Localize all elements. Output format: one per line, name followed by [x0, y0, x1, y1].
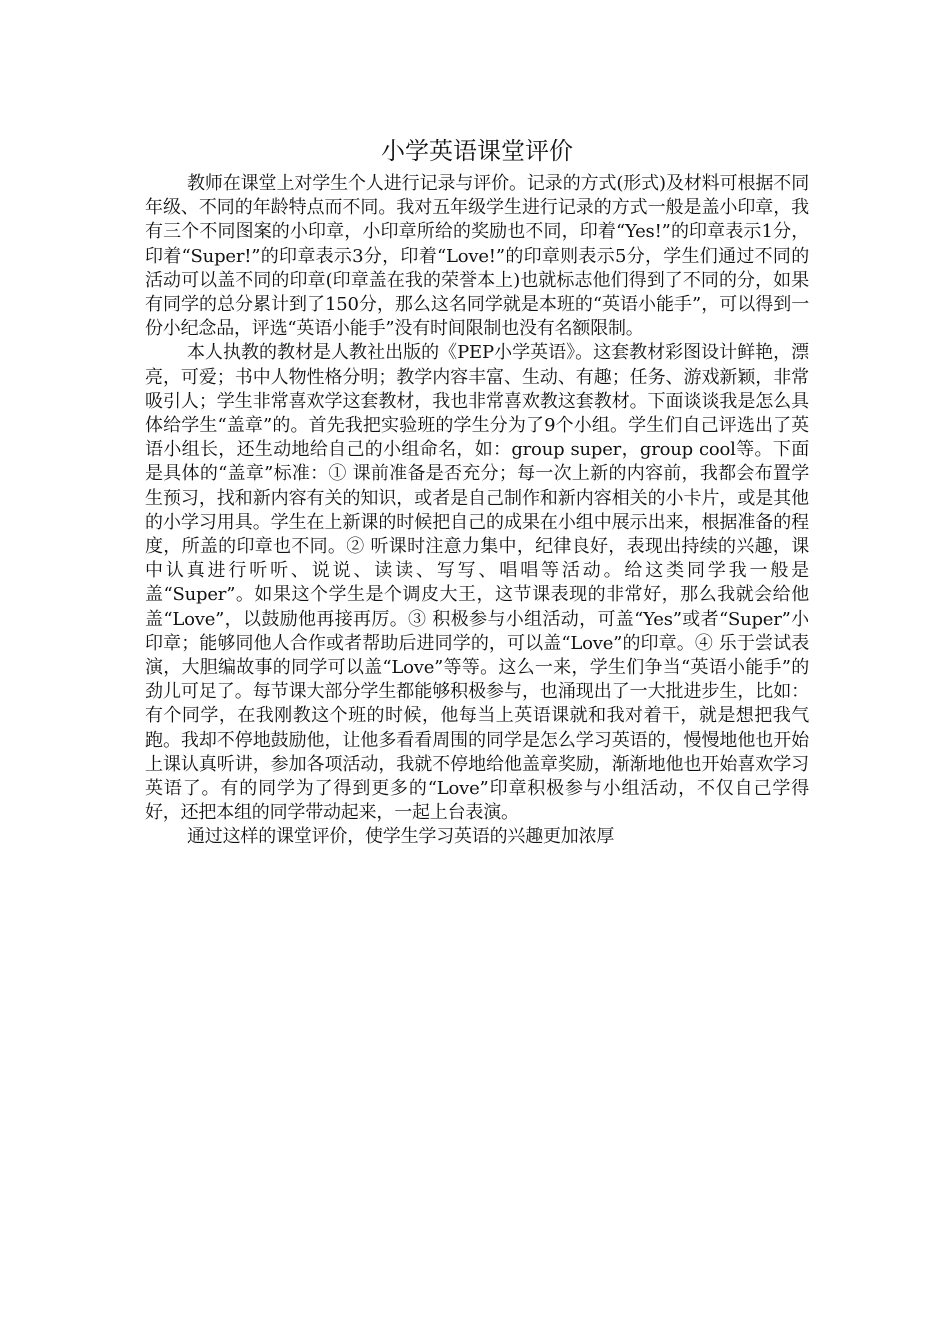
document-title: 小学英语课堂评价	[381, 137, 573, 165]
paragraph-conclusion: 通过这样的课堂评价，使学生学习英语的兴趣更加浓厚	[187, 826, 615, 848]
paragraph-stamp-standards: 本人执教的教材是人教社出版的《PEP小学英语》。这套教材彩图设计鲜艳，漂亮，可爱；书中人物性格分明；教学内容丰富、生动、有趣；任务、游戏新颖，非常吸引人；学生非常喜欢学这套教材，我也非常喜欢教这套教材。下面谈谈我是怎么具体给学生“盖章”的。首先我把实验班的学生分为了9个小组。学生们自己评选出了英语小组长，还生动地给自己的小组命名，如：group super，group cool等。下面是具体的“盖章”标准：① 课前准备是否充分；每一次上新的内容前，我都会布置学生预习，找和新内容有关的知识，或者是自己制作和新内容相关的小卡片，或是其他的小学习用具。学生在上新课的时候把自己的成果在小组中展示出来，根据准备的程度，所盖的印章也不同。② 听课时注意力集中，纪律良好，表现出持续的兴趣，课中认真进行听听、说说、读读、写写、唱唱等活动。给这类同学我一般是盖“Super”。如果这个学生是个调皮大王，这节课表现的非常好，那么我就会给他盖“Love”，以鼓励他再接再厉。③ 积极参与小组活动，可盖“Yes”或者“Super”小印章；能够同他人合作或者帮助后进同学的，可以盖“Love”的印章。④ 乐于尝试表演，大胆编故事的同学可以盖“Love”等等。这么一来，学生们争当“英语小能手”的劲儿可足了。每节课大部分学生都能够积极参与，也涌现出了一大批进步生，比如：有个同学，在我刚教这个班的时候，他每当上英语课就和我对着干，就是想把我气跑。我却不停地鼓励他，让他多看看周围的同学是怎么学习英语的，慢慢地他也开始上课认真听讲，参加各项活动，我就不停地给他盖章奖励，渐渐地他也开始喜欢学习英语了。有的同学为了得到更多的“Love”印章积极参与小组活动，不仅自己学得好，还把本组的同学带动起来，一起上台表演。	[145, 342, 809, 824]
paragraph-recording-method: 教师在课堂上对学生个人进行记录与评价。记录的方式(形式)及材料可根据不同年级、不同的年龄特点而不同。我对五年级学生进行记录的方式一般是盖小印章，我有三个不同图案的小印章，小印章所给的奖励也不同，印着“Yes!”的印章表示1分，印着“Super!”的印章表示3分，印着“Love!”的印章则表示5分，学生们通过不同的活动可以盖不同的印章(印章盖在我的荣誉本上)也就标志他们得到了不同的分，如果有同学的总分累计到了150分，那么这名同学就是本班的“英语小能手”，可以得到一份小纪念品，评选“英语小能手”没有时间限制也没有名额限制。	[145, 173, 809, 340]
document-body	[145, 130, 809, 850]
